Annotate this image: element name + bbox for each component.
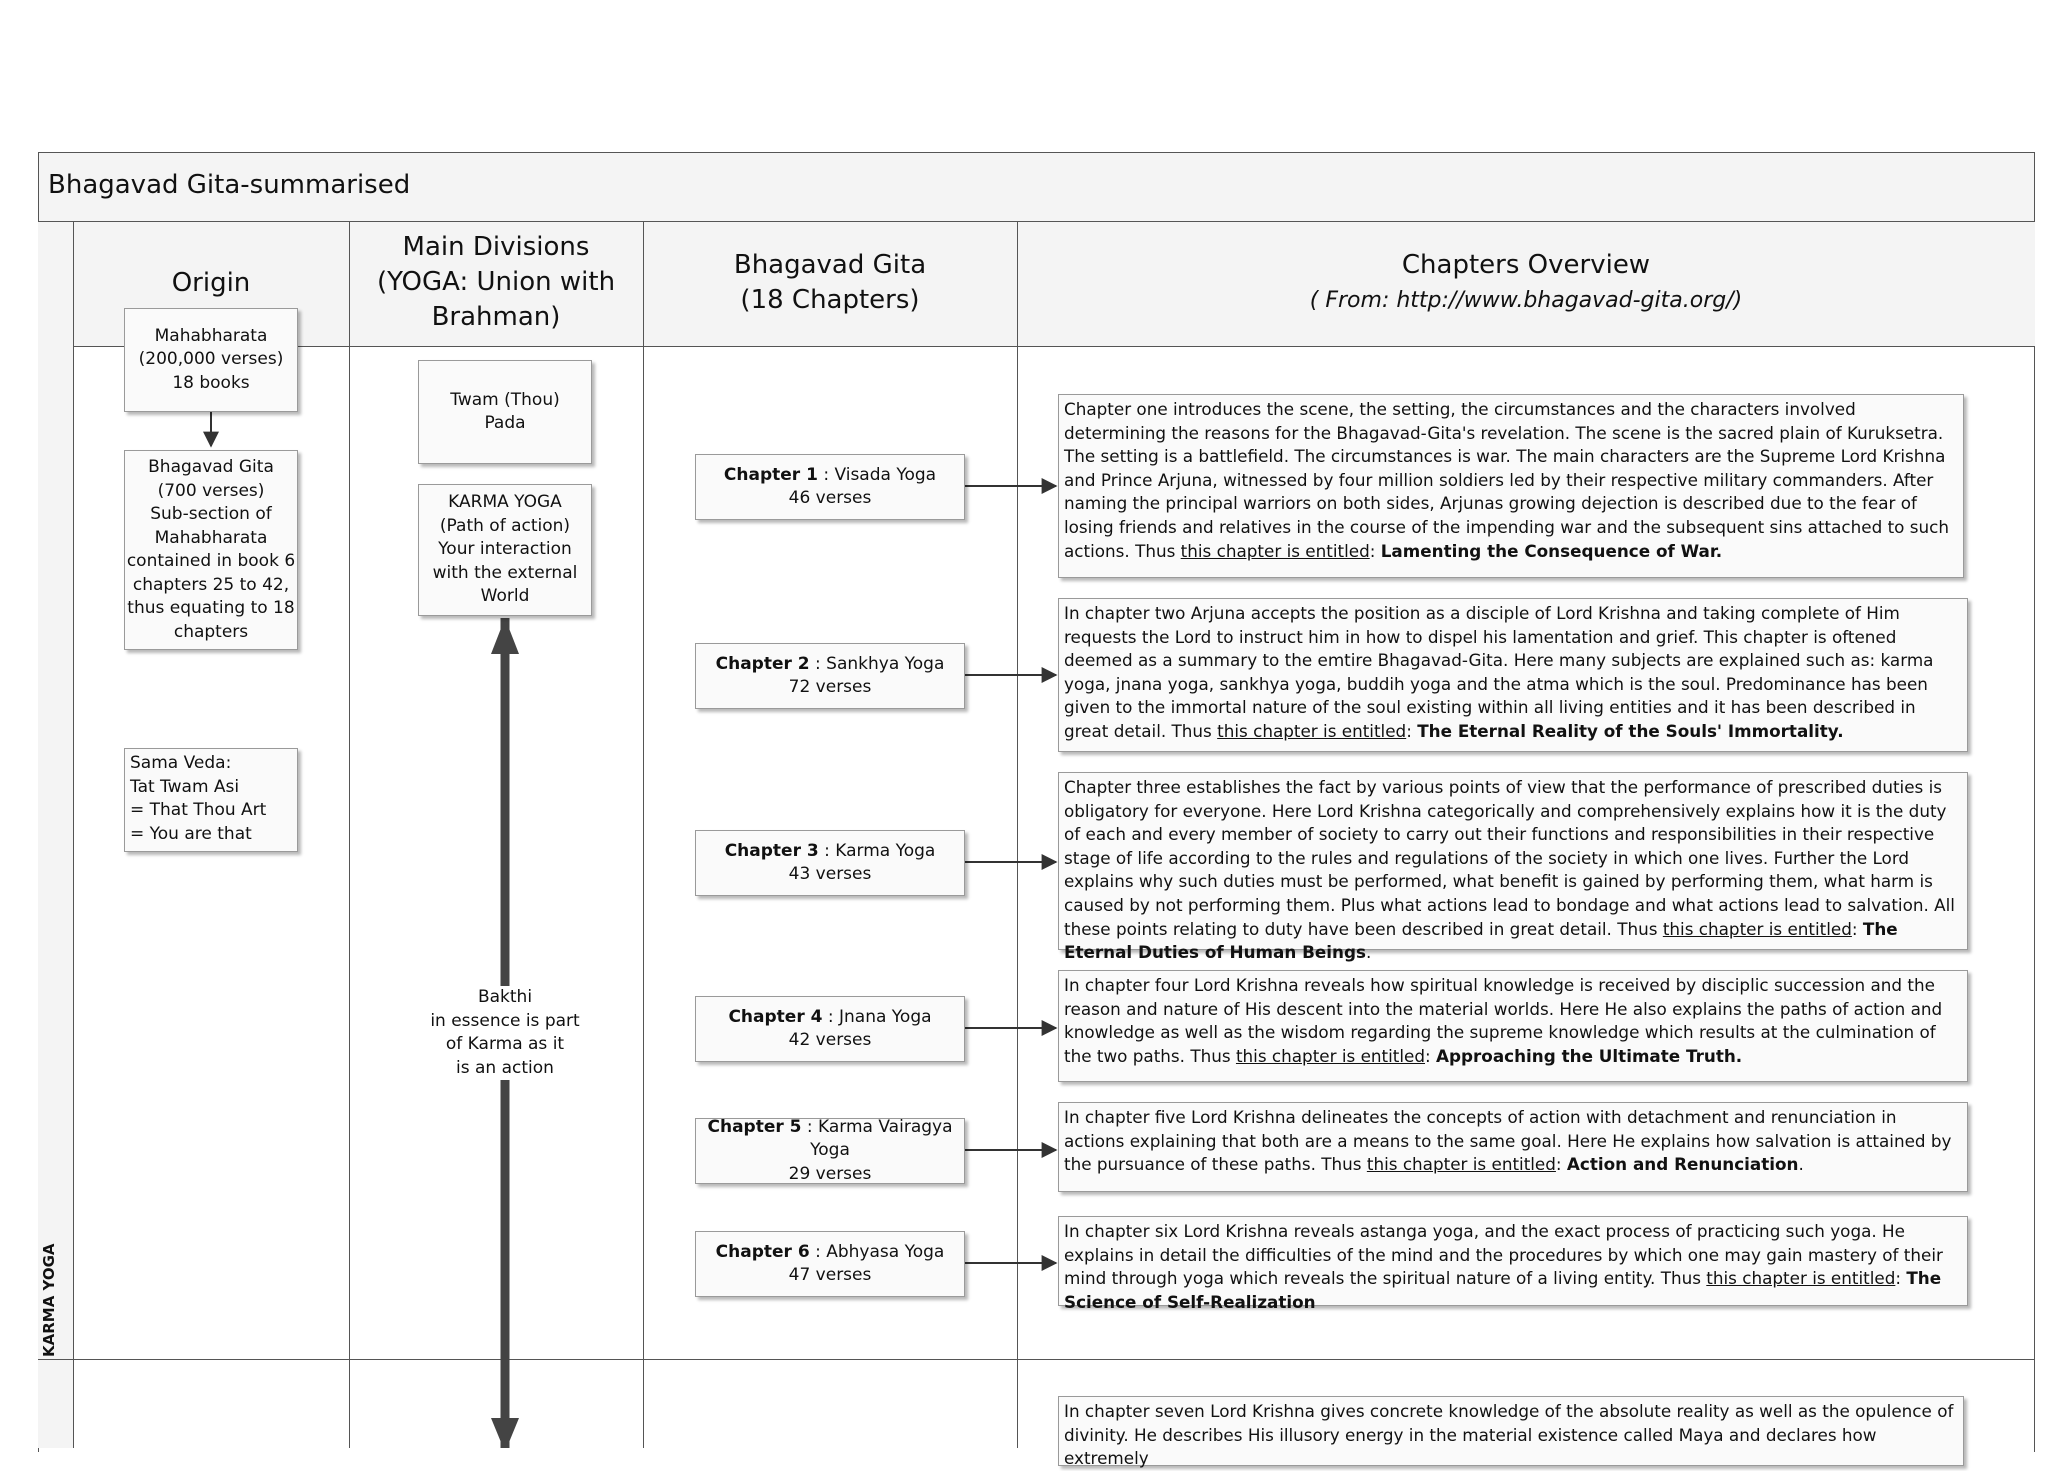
column-header-divisions: Main Divisions (YOGA: Union with Brahman) <box>376 232 616 332</box>
overview-box-5: In chapter five Lord Krishna delineates the concepts of action with detachment and renunciation in actions explaining that both are a means to the same goal. Here He explains how salvation is attained by the pursuance of these paths. Thus this chapter is entitled: Action and Renunciation. <box>1058 1102 1968 1192</box>
lane-label-karma-yoga: KARMA YOGA <box>40 1243 58 1357</box>
overview-box-4: In chapter four Lord Krishna reveals how spiritual knowledge is received by disciplic succession and the reason and nature of His descent into the material worlds. Here He also explains the paths of action and knowledge as well as the wisdom regarding the supreme knowledge which results at the culmination of the two paths. Thus this chapter is entitled: Approaching the Ultimate Truth. <box>1058 970 1968 1082</box>
chapter-box-5: Chapter 5 : Karma Vairagya Yoga 29 verses <box>695 1118 965 1184</box>
overview-source: ( From: http://www.bhagavad-gita.org/) <box>1309 288 1743 313</box>
bhagavad-gita-origin-box: Bhagavad Gita (700 verses) Sub-section of Mahabharata contained in book 6 chapters 25 to 42, thus equating to 18 chapters <box>124 450 298 650</box>
chapter-box-6: Chapter 6 : Abhyasa Yoga 47 verses <box>695 1231 965 1297</box>
column-header-gita: Bhagavad Gita (18 Chapters) <box>733 250 927 315</box>
overview-box-2: In chapter two Arjuna accepts the position as a disciple of Lord Krishna and taking complete of Him requests the Lord to instruct him in how to dispel his lamentation and grief. This chapter is oftened deemed as a summary to the emtire Bhagavad-Gita. Here many subjects are explained such as: karma yoga, jnana yoga, sankhya yoga, buddih yoga and the atma which is the soul. Predominance has been given to the immortal nature of the soul existing within all living entities and it has been described in great detail. Thus this chapter is entitled: The Eternal Reality of the Souls' Immortality. <box>1058 598 1968 752</box>
chapter-box-1: Chapter 1 : Visada Yoga 46 verses <box>695 454 965 520</box>
chapter-box-4: Chapter 4 : Jnana Yoga 42 verses <box>695 996 965 1062</box>
karma-span-arrowhead-bottom <box>491 1418 519 1448</box>
overview-box-3: Chapter three establishes the fact by various points of view that the performance of prescribed duties is obligatory for everyone. Here Lord Krishna categorically and comprehensively explains how it is the duty of each and every member of society to carry out their functions and responsibilities in their respective stage of life according to the rules and regulations of the society in which one lives. Further the Lord explains why such duties must be performed, what benefit is gained by performing them, what harm is caused by not performing them. Plus what actions lead to bondage and what actions lead to salvation. All these points relating to duty have been described in great detail. Thus this chapter is entitled: The Eternal Duties of Human Beings. <box>1058 772 1968 950</box>
overview-box-1: Chapter one introduces the scene, the setting, the circumstances and the characters involved determining the reasons for the Bhagavad-Gita's revelation. The scene is the sacred plain of Kuruksetra. The setting is a battlefield. The circumstances is war. The main characters are the Supreme Lord Krishna and Prince Arjuna, witnessed by four million soldiers led by their respective military commanders. After naming the principal warriors on both sides, Arjunas growing dejection is described due to the fear of losing friends and relatives in the course of the impending war and the subsequent sins attached to such actions. Thus this chapter is entitled: Lamenting the Consequence of War. <box>1058 394 1964 578</box>
diagram-title: Bhagavad Gita-summarised <box>48 170 411 200</box>
column-header-overview: Chapters Overview ( From: http://www.bhagavad-gita.org/) <box>1017 248 2035 318</box>
sama-veda-box: Sama Veda: Tat Twam Asi = That Thou Art = You are that <box>124 748 298 852</box>
overview-box-6: In chapter six Lord Krishna reveals astanga yoga, and the exact process of practicing such yoga. He explains in detail the difficulties of the mind and the procedures by which one may gain mastery of their mind through yoga which reveals the spiritual nature of a living entity. Thus this chapter is entitled: The Science of Self-Realization <box>1058 1216 1968 1306</box>
chapter-box-2: Chapter 2 : Sankhya Yoga 72 verses <box>695 643 965 709</box>
chapter-box-3: Chapter 3 : Karma Yoga 43 verses <box>695 830 965 896</box>
karma-yoga-box: KARMA YOGA (Path of action) Your interaction with the external World <box>418 484 592 616</box>
column-header-origin: Origin <box>171 268 251 298</box>
karma-span-arrowhead-top <box>491 618 519 654</box>
twam-pada-box: Twam (Thou) Pada <box>418 360 592 464</box>
mahabharata-box: Mahabharata (200,000 verses) 18 books <box>124 308 298 412</box>
bakthi-note: Bakthi in essence is part of Karma as it is an action <box>430 986 580 1080</box>
overview-box-7: In chapter seven Lord Krishna gives concrete knowledge of the absolute reality as well as the opulence of divinity. He describes His illusory energy in the material existence called Maya and declares how extremely <box>1058 1396 1964 1466</box>
